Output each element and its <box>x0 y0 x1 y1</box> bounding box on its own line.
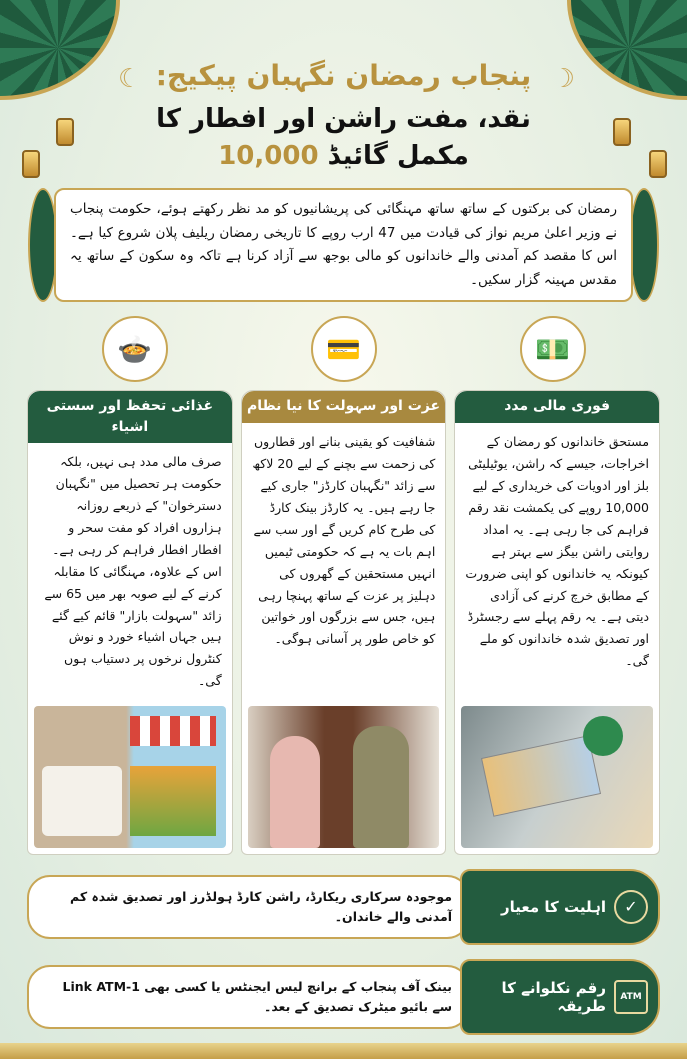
column-text: شفافیت کو یقینی بنانے اور قطاروں کی زحمت سے بچنے کے لیے 20 لاکھ سے زائد "نگہبان کارڈز" جاری کیے جا رہے ہیں۔ یہ کارڈز بینک کارڈ کی طرح کام کریں گے اور سب سے اہم بات یہ ہے کہ حکومتی ٹیمیں انہیں مستحقین کے گھروں کی دہلیز پر عزت کے ساتھ پہنچا رہی ہیں، جس سے بزرگوں اور خواتین کو خاص طور پر آسانی ہوگی۔ <box>252 434 436 647</box>
atm-cash-photo <box>461 706 653 848</box>
bottom-border <box>0 1043 687 1059</box>
column-dignity-system <box>241 390 447 855</box>
label-text: رقم نکلوانے کا طریقہ <box>501 979 606 1016</box>
iftar-and-bazaar-photo <box>34 706 226 848</box>
column-title: عزت اور سہولت کا نیا نظام <box>242 391 446 423</box>
column-text: مستحق خاندانوں کو رمضان کے اخراجات، جیسے کہ راشن، یوٹیلیٹی بلز اور ادویات کی خریداری کے لیے 10,000 روپے کی یکمشت نقد رقم فراہم کی جا رہی ہے۔ یہ امداد روایتی راشن بیگز سے بہتر ہے کیونکہ یہ خاندانوں کو اپنی ضرورت کے مطابق خرچ کرنے کی آزادی دیتی ہے۔ یہ رقم پہلے سے رجسٹرڈ اور تصدیق شدہ خاندانوں کو ملے گی۔ <box>465 434 650 669</box>
column-financial-aid <box>454 390 660 855</box>
feature-icons <box>30 316 657 382</box>
card-handover-photo <box>248 706 440 848</box>
title-text: نقد، مفت راشن اور افطار کا مکمل گائیڈ <box>156 104 531 171</box>
eligibility-text: موجودہ سرکاری ریکارڈ، راشن کارڈ ہولڈرز اور تصدیق شدہ کم آمدنی والے خاندان۔ <box>27 875 470 939</box>
atm-icon: ATM <box>614 980 648 1014</box>
intro-box <box>28 188 659 303</box>
feature-columns <box>27 390 660 855</box>
withdrawal-text: بینک آف پنجاب کے برانچ لیس ایجنٹس یا کسی بھی 1-Link ATM سے بائیو میٹرک تصدیق کے بعد۔ <box>27 965 470 1029</box>
title-line2 <box>130 101 557 174</box>
card-delivery-icon: 💳 <box>311 316 377 382</box>
column-title: غذائی تحفظ اور سستی اشیاء <box>28 391 232 443</box>
crescent-moon-icon: ☾ <box>118 64 142 94</box>
eligibility-label <box>460 869 660 945</box>
food-feast-icon: 🍲 <box>102 316 168 382</box>
label-text: اہلیت کا معیار <box>501 898 606 917</box>
column-food-security <box>27 390 233 855</box>
title-line1: پنجاب رمضان نگہبان پیکیج: <box>155 59 532 92</box>
intro-ornament-right <box>629 188 659 303</box>
header <box>0 0 687 174</box>
check-badge-icon: ✓ <box>614 890 648 924</box>
title-amount: 10,000 <box>218 140 319 171</box>
eligibility-row <box>27 869 660 945</box>
column-text: صرف مالی مدد ہی نہیں، بلکہ حکومت ہر تحصیل میں "نگہبان دسترخوان" کے ذریعے روزانہ ہزاروں افراد کو مفت سحر و افطار افطار فراہم کر رہی ہے۔ اس کے علاوہ، مہنگائی کا مقابلہ کرنے کے لیے صوبہ بھر میں 65 سے زائد "سہولت بازار" قائم کیے گئے ہیں جہاں اشیاء خورد و نوش کنٹرول نرخوں پر دستیاب ہوں گی۔ <box>44 454 222 689</box>
cash-transfer-icon: 💵 <box>520 316 586 382</box>
crescent-moon-icon: ☽ <box>551 64 575 94</box>
intro-paragraph: رمضان کی برکتوں کے ساتھ ساتھ مہنگائی کی پریشانیوں کو مد نظر رکھتے ہوئے، حکومت پنجاب نے وزیر اعلیٰ مریم نواز کی قیادت میں 47 ارب روپے کا تاریخی رمضان ریلیف پلان شروع کیا ہے۔ اس کا مقصد کم آمدنی والے خاندانوں کو مالی بوجھ سے آزاد کرنا ہے تاکہ وہ سکون کے ساتھ یہ مقدس مہینہ گزار سکیں۔ <box>54 188 633 303</box>
column-title: فوری مالی مدد <box>455 391 659 423</box>
